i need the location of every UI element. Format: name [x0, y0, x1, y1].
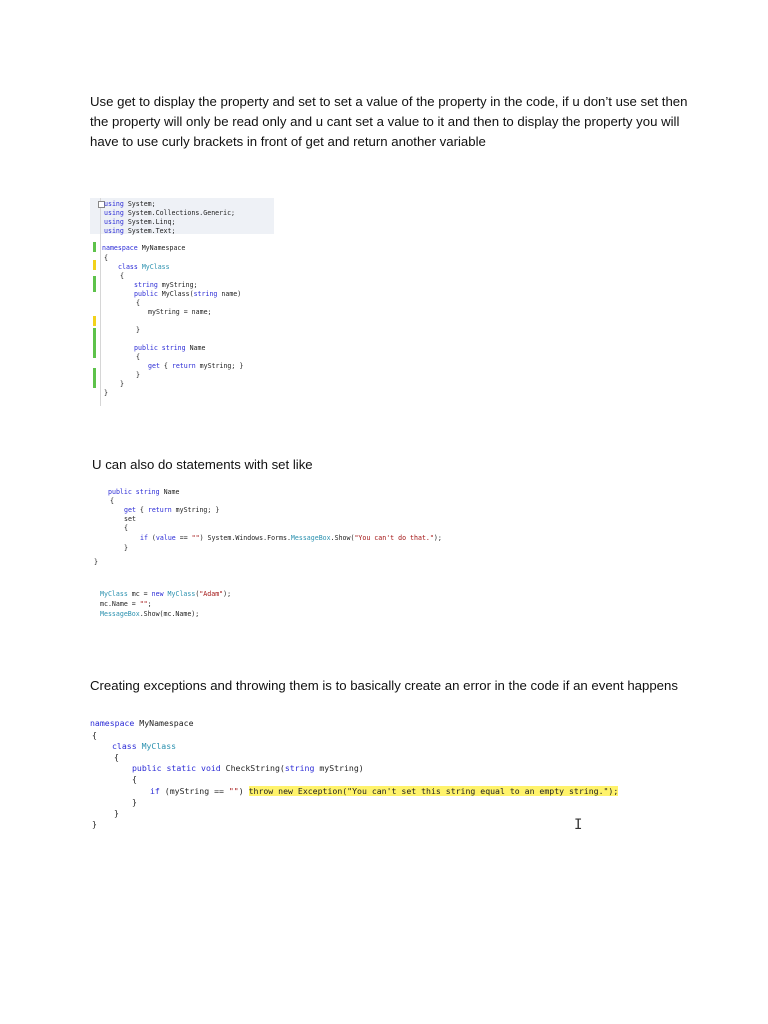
code-line: {: [136, 353, 140, 361]
code-line: class MyClass: [112, 741, 177, 751]
code-line: {: [114, 752, 119, 762]
code-line: myString = name;: [148, 308, 212, 316]
code-line: namespace MyNamespace: [90, 718, 194, 728]
code-line: {: [110, 497, 114, 505]
change-marker: [93, 368, 96, 388]
code-line: public static void CheckString(string myString): [132, 763, 364, 773]
code-line: class MyClass: [118, 263, 170, 271]
code-line: {: [132, 774, 137, 784]
code-line: MessageBox.Show(mc.Name);: [100, 610, 200, 618]
code-line: }: [136, 371, 140, 379]
code-screenshot-property: [90, 198, 274, 406]
change-marker: [93, 242, 96, 252]
text-cursor-icon: I: [574, 817, 583, 833]
code-line: set: [124, 515, 136, 523]
code-line: {: [124, 524, 128, 532]
code-line: }: [114, 808, 119, 818]
change-marker: [93, 328, 96, 358]
paragraph-get-set: Use get to display the property and set to set a value of the property in the code, if u don’t use set then the property will only be read only and u cant set a value to it and then to display the property you will have to use curly brackets in front of get and return another variable: [90, 94, 688, 149]
code-line: }: [92, 819, 97, 829]
code-line: namespace MyNamespace: [102, 244, 186, 252]
code-line: }: [124, 544, 128, 552]
code-line: {: [136, 299, 140, 307]
code-line: }: [120, 380, 124, 388]
code-line: }: [94, 558, 98, 566]
highlighted-throw-statement: throw new Exception("You can't set this string equal to an empty string.");: [248, 786, 619, 796]
code-line: using System.Linq;: [104, 218, 176, 226]
paragraph-set-statements: U can also do statements with set like: [92, 457, 313, 472]
code-line: {: [120, 272, 124, 280]
code-line: using System.Collections.Generic;: [104, 209, 236, 217]
code-line: if (myString == "") throw new Exception("You can't set this string equal to an empty string.");: [150, 786, 619, 796]
code-screenshot-setter: [88, 482, 442, 574]
code-line: }: [136, 326, 140, 334]
code-line: {: [104, 254, 108, 262]
change-marker: [93, 260, 96, 270]
code-line: public string Name: [134, 344, 206, 352]
code-line: string myString;: [134, 281, 198, 289]
code-screenshot-usage: [96, 586, 256, 628]
code-line: using System;: [104, 200, 156, 208]
code-screenshot-exception: [86, 712, 619, 844]
code-line: {: [92, 730, 97, 740]
code-line: mc.Name = "";: [100, 600, 152, 608]
code-line: public MyClass(string name): [134, 290, 242, 298]
change-marker: [93, 316, 96, 326]
code-line: get { return myString; }: [124, 506, 220, 514]
code-line: MyClass mc = new MyClass("Adam");: [100, 590, 232, 598]
code-line: if (value == "") System.Windows.Forms.MessageBox.Show("You can't do that.");: [140, 534, 442, 542]
code-line: }: [104, 389, 108, 397]
code-line: get { return myString; }: [148, 362, 244, 370]
paragraph-exceptions: Creating exceptions and throwing them is to basically create an error in the code if an event happens: [90, 678, 678, 693]
code-line: using System.Text;: [104, 227, 176, 235]
change-marker: [93, 276, 96, 292]
code-line: }: [132, 797, 137, 807]
code-line: public string Name: [108, 488, 180, 496]
